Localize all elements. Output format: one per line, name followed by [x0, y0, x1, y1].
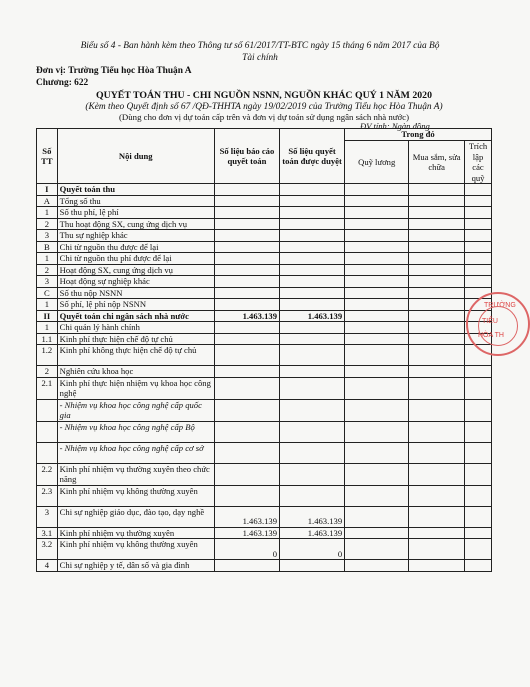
row-reported-value: [214, 333, 279, 345]
row-procurement: [409, 195, 465, 207]
settlement-table: [36, 128, 492, 572]
row-content: Chi quản lý hành chính: [57, 322, 214, 334]
row-approved-value: 1.463.139: [279, 506, 344, 527]
row-salary: [345, 241, 409, 253]
row-content: Kinh phí thực hiện nhiệm vụ khoa học công nghệ: [57, 377, 214, 399]
row-stt: 4: [37, 560, 58, 572]
row-fund: [465, 539, 492, 560]
table-row: [37, 345, 492, 366]
row-reported-value: [214, 560, 279, 572]
row-procurement: [409, 399, 465, 421]
row-salary: [345, 506, 409, 527]
row-reported-value: [214, 218, 279, 230]
row-approved-value: [279, 241, 344, 253]
row-stt: A: [37, 195, 58, 207]
row-procurement: [409, 366, 465, 378]
row-reported-value: [214, 207, 279, 219]
official-seal-inner-ring: [478, 306, 518, 346]
row-content: Số thu phí, lệ phí: [57, 207, 214, 219]
row-procurement: [409, 485, 465, 506]
row-approved-value: [279, 264, 344, 276]
row-salary: [345, 366, 409, 378]
row-procurement: [409, 442, 465, 463]
row-salary: [345, 527, 409, 539]
row-approved-value: [279, 322, 344, 334]
row-fund: [465, 421, 492, 442]
row-stt: [37, 399, 58, 421]
row-salary: [345, 539, 409, 560]
row-reported-value: 0: [214, 539, 279, 560]
row-salary: [345, 253, 409, 265]
table-row: [37, 463, 492, 485]
row-salary: [345, 333, 409, 345]
unit-name: Đơn vị: Trường Tiểu học Hòa Thuận A: [36, 66, 192, 76]
row-approved-value: [279, 218, 344, 230]
table-row: [37, 287, 492, 299]
row-fund: [465, 218, 492, 230]
row-fund: [465, 207, 492, 219]
row-stt: II: [37, 310, 58, 322]
row-content: Chi sự nghiệp giáo dục, đào tạo, dạy nghề: [57, 506, 214, 527]
table-row: [37, 527, 492, 539]
row-stt: B: [37, 241, 58, 253]
table-row: [37, 399, 492, 421]
col-approved: Số liệu quyết toán được duyệt: [279, 129, 344, 184]
table-row: [37, 253, 492, 265]
row-approved-value: [279, 399, 344, 421]
table-row: [37, 310, 492, 322]
row-fund: [465, 276, 492, 288]
row-procurement: [409, 218, 465, 230]
table-row: [37, 539, 492, 560]
table-row: [37, 322, 492, 334]
row-fund: [465, 463, 492, 485]
row-procurement: [409, 345, 465, 366]
row-salary: [345, 276, 409, 288]
table-row: [37, 299, 492, 311]
form-reference: [40, 40, 480, 64]
row-fund: [465, 560, 492, 572]
row-fund: [465, 230, 492, 242]
row-procurement: [409, 322, 465, 334]
row-salary: [345, 218, 409, 230]
row-procurement: [409, 241, 465, 253]
row-reported-value: [214, 276, 279, 288]
report-subtitle-decision: (Kèm theo Quyết định số 67 /QĐ-THHTA ngày 19/02/2019 của Trường Tiểu học Hòa Thuận A): [85, 102, 443, 112]
table-row: [37, 264, 492, 276]
row-procurement: [409, 184, 465, 196]
table-row: [37, 506, 492, 527]
row-reported-value: [214, 253, 279, 265]
row-salary: [345, 230, 409, 242]
row-stt: 1: [37, 322, 58, 334]
row-stt: 1.2: [37, 345, 58, 366]
table-row: [37, 230, 492, 242]
row-salary: [345, 421, 409, 442]
row-salary: [345, 322, 409, 334]
row-approved-value: [279, 195, 344, 207]
row-approved-value: [279, 463, 344, 485]
row-reported-value: [214, 299, 279, 311]
row-stt: 2.2: [37, 463, 58, 485]
row-approved-value: [279, 366, 344, 378]
row-reported-value: [214, 230, 279, 242]
row-stt: 3: [37, 230, 58, 242]
table-row: [37, 207, 492, 219]
row-salary: [345, 345, 409, 366]
row-stt: 1: [37, 299, 58, 311]
row-approved-value: [279, 207, 344, 219]
row-fund: [465, 264, 492, 276]
row-content: Số phí, lệ phí nộp NSNN: [57, 299, 214, 311]
table-row: [37, 560, 492, 572]
row-fund: [465, 366, 492, 378]
row-salary: [345, 463, 409, 485]
row-procurement: [409, 539, 465, 560]
row-procurement: [409, 333, 465, 345]
row-content: Nghiên cứu khoa học: [57, 366, 214, 378]
col-reported: Số liệu báo cáo quyết toán: [214, 129, 279, 184]
table-row: [37, 218, 492, 230]
form-reference-line1: Biểu số 4 - Ban hành kèm theo Thông tư số 61/2017/TT-BTC ngày 15 tháng 6 năm 2017 của Bộ: [80, 41, 440, 51]
row-fund: [465, 195, 492, 207]
row-salary: [345, 560, 409, 572]
currency-unit: ĐV tính: Ngàn đồng: [360, 121, 430, 131]
table-row: [37, 195, 492, 207]
row-content: Kinh phí nhiệm vụ thường xuyên: [57, 527, 214, 539]
col-salary: Quỹ lương: [345, 141, 409, 184]
row-reported-value: [214, 287, 279, 299]
row-reported-value: [214, 442, 279, 463]
row-reported-value: [214, 322, 279, 334]
row-stt: 3.1: [37, 527, 58, 539]
row-salary: [345, 485, 409, 506]
form-reference-line2: Tài chính: [242, 53, 278, 63]
row-approved-value: [279, 485, 344, 506]
row-approved-value: [279, 421, 344, 442]
row-reported-value: [214, 195, 279, 207]
row-procurement: [409, 506, 465, 527]
row-stt: I: [37, 184, 58, 196]
row-procurement: [409, 421, 465, 442]
row-salary: [345, 299, 409, 311]
row-fund: [465, 527, 492, 539]
row-stt: 1.1: [37, 333, 58, 345]
row-reported-value: [214, 264, 279, 276]
row-reported-value: 1.463.139: [214, 506, 279, 527]
row-salary: [345, 264, 409, 276]
col-stt: Số TT: [37, 129, 58, 184]
table-row: [37, 421, 492, 442]
row-stt: 2: [37, 218, 58, 230]
row-approved-value: [279, 442, 344, 463]
row-approved-value: [279, 299, 344, 311]
row-salary: [345, 377, 409, 399]
row-stt: [37, 421, 58, 442]
row-reported-value: 1.463.139: [214, 527, 279, 539]
row-salary: [345, 287, 409, 299]
row-content: Chi sự nghiệp y tế, dân số và gia đình: [57, 560, 214, 572]
row-reported-value: 1.463.139: [214, 310, 279, 322]
row-content: Chi từ nguồn thu phí được để lại: [57, 253, 214, 265]
row-content: Hoạt động SX, cung ứng dịch vụ: [57, 264, 214, 276]
row-fund: [465, 399, 492, 421]
col-procurement: Mua sắm, sửa chữa: [409, 141, 465, 184]
row-reported-value: [214, 366, 279, 378]
col-within: Trong đó: [345, 129, 492, 141]
table-row: [37, 377, 492, 399]
row-fund: [465, 184, 492, 196]
row-salary: [345, 184, 409, 196]
row-procurement: [409, 310, 465, 322]
row-fund: [465, 253, 492, 265]
chapter-code: Chương: 622: [36, 78, 89, 88]
row-stt: C: [37, 287, 58, 299]
row-content: Thu hoạt động SX, cung ứng dịch vụ: [57, 218, 214, 230]
row-content: Kinh phí nhiệm vụ không thường xuyên: [57, 485, 214, 506]
row-procurement: [409, 527, 465, 539]
row-fund: [465, 442, 492, 463]
row-stt: 3: [37, 276, 58, 288]
row-content: Tổng số thu: [57, 195, 214, 207]
row-stt: 2.3: [37, 485, 58, 506]
row-salary: [345, 310, 409, 322]
row-content: Kinh phí thực hiện chế độ tự chủ: [57, 333, 214, 345]
row-reported-value: [214, 399, 279, 421]
row-procurement: [409, 207, 465, 219]
row-salary: [345, 207, 409, 219]
row-content: Kinh phí không thực hiện chế độ tự chủ: [57, 345, 214, 366]
row-reported-value: [214, 377, 279, 399]
col-fund: Trích lập các quỹ: [465, 141, 492, 184]
table-row: [37, 276, 492, 288]
row-approved-value: [279, 345, 344, 366]
table-row: [37, 333, 492, 345]
table-row: [37, 184, 492, 196]
row-procurement: [409, 276, 465, 288]
row-stt: 1: [37, 253, 58, 265]
official-seal: TRƯỜNG TIỂU HÒA TH: [466, 292, 530, 356]
row-procurement: [409, 377, 465, 399]
row-approved-value: 1.463.139: [279, 527, 344, 539]
row-salary: [345, 195, 409, 207]
table-row: [37, 366, 492, 378]
row-procurement: [409, 230, 465, 242]
row-stt: 2.1: [37, 377, 58, 399]
row-fund: [465, 506, 492, 527]
row-reported-value: [214, 345, 279, 366]
row-approved-value: [279, 287, 344, 299]
row-reported-value: [214, 241, 279, 253]
row-stt: 2: [37, 366, 58, 378]
row-content: Chi từ nguồn thu được để lại: [57, 241, 214, 253]
row-content: Quyết toán chi ngân sách nhà nước: [57, 310, 214, 322]
row-procurement: [409, 264, 465, 276]
row-approved-value: [279, 184, 344, 196]
row-approved-value: 0: [279, 539, 344, 560]
row-content: - Nhiệm vụ khoa học công nghệ cấp Bộ: [57, 421, 214, 442]
row-fund: [465, 377, 492, 399]
row-salary: [345, 442, 409, 463]
report-subtitle-scope: (Dùng cho đơn vị dự toán cấp trên và đơn vị dự toán sử dụng ngân sách nhà nước): [118, 112, 410, 122]
report-title: QUYẾT TOÁN THU - CHI NGUỒN NSNN, NGUỒN KHÁC QUÝ 1 NĂM 2020: [96, 90, 432, 101]
row-reported-value: [214, 485, 279, 506]
row-content: - Nhiệm vụ khoa học công nghệ cấp quốc gia: [57, 399, 214, 421]
row-procurement: [409, 253, 465, 265]
row-salary: [345, 399, 409, 421]
row-approved-value: [279, 253, 344, 265]
row-content: Số thu nộp NSNN: [57, 287, 214, 299]
row-approved-value: [279, 230, 344, 242]
row-fund: [465, 485, 492, 506]
row-procurement: [409, 560, 465, 572]
row-approved-value: 1.463.139: [279, 310, 344, 322]
row-stt: 3.2: [37, 539, 58, 560]
row-reported-value: [214, 421, 279, 442]
row-content: Hoạt động sự nghiệp khác: [57, 276, 214, 288]
row-procurement: [409, 299, 465, 311]
row-fund: [465, 241, 492, 253]
row-reported-value: [214, 463, 279, 485]
row-content: Kinh phí nhiệm vụ thường xuyên theo chức năng: [57, 463, 214, 485]
row-content: Thu sự nghiệp khác: [57, 230, 214, 242]
row-approved-value: [279, 276, 344, 288]
row-content: - Nhiệm vụ khoa học công nghệ cấp cơ sở: [57, 442, 214, 463]
row-procurement: [409, 287, 465, 299]
row-approved-value: [279, 560, 344, 572]
row-reported-value: [214, 184, 279, 196]
row-content: Quyết toán thu: [57, 184, 214, 196]
col-content: Nội dung: [57, 129, 214, 184]
table-row: [37, 485, 492, 506]
row-stt: [37, 442, 58, 463]
table-row: [37, 241, 492, 253]
row-content: Kinh phí nhiệm vụ không thường xuyên: [57, 539, 214, 560]
row-approved-value: [279, 377, 344, 399]
row-procurement: [409, 463, 465, 485]
row-stt: 2: [37, 264, 58, 276]
table-row: [37, 442, 492, 463]
row-approved-value: [279, 333, 344, 345]
row-stt: 3: [37, 506, 58, 527]
row-stt: 1: [37, 207, 58, 219]
